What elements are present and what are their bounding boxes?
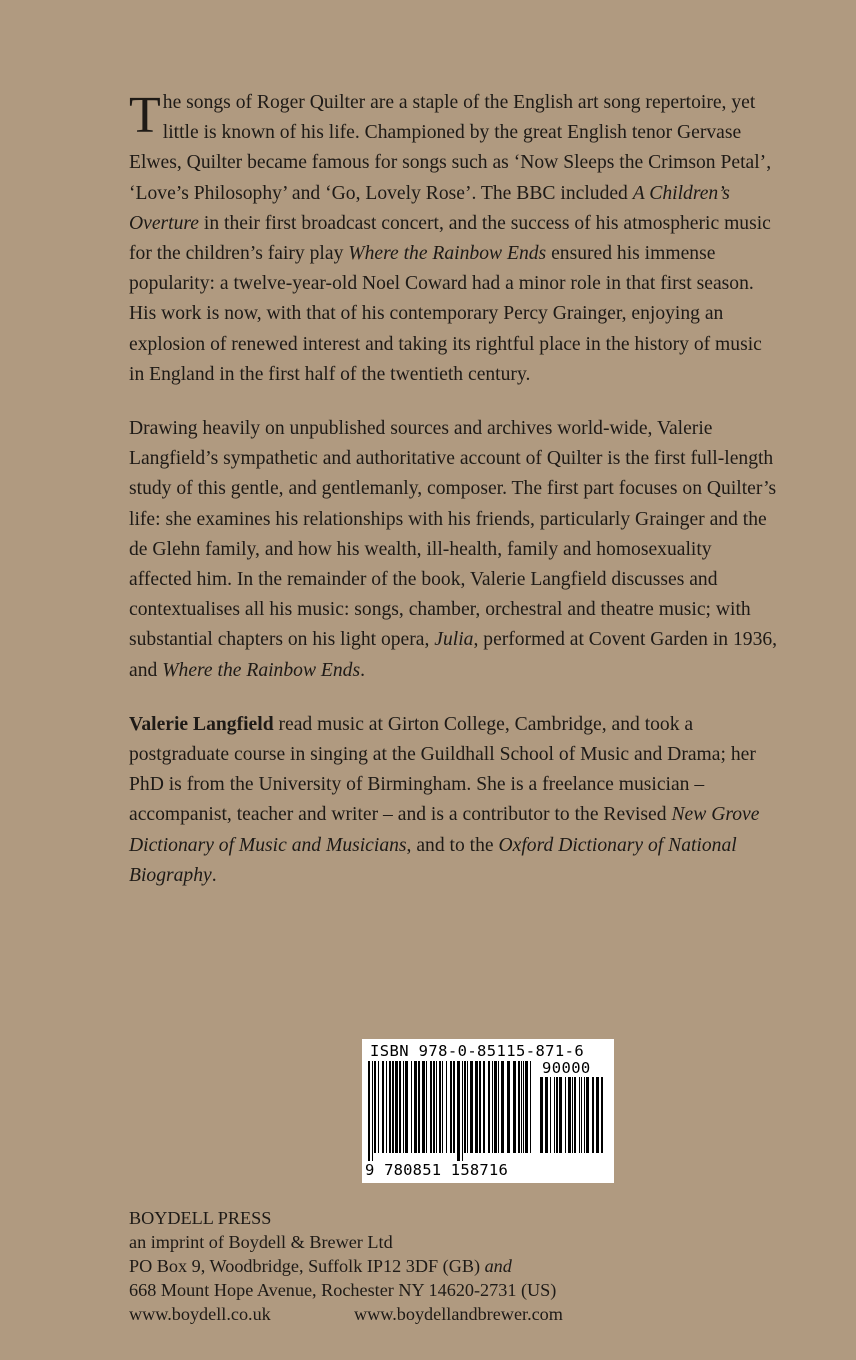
barcode-bar <box>581 1077 582 1153</box>
barcode-bar <box>584 1077 585 1153</box>
back-cover-blurb <box>129 88 779 915</box>
barcode-bar <box>475 1061 478 1153</box>
barcode-bar <box>382 1061 384 1153</box>
isbn-number: ISBN 978-0-85115-871-6 <box>370 1042 585 1060</box>
blurb-paragraph-author <box>129 710 779 891</box>
barcode-bar <box>556 1077 558 1153</box>
barcode-bar <box>479 1061 481 1153</box>
barcode-bar <box>446 1061 447 1153</box>
barcode-bar <box>389 1061 391 1153</box>
barcode-bar <box>374 1061 376 1153</box>
barcode-bar <box>439 1061 441 1153</box>
barcode-bar <box>442 1061 443 1153</box>
publisher-websites <box>129 1302 563 1326</box>
publisher-address-gb: PO Box 9, Woodbridge, Suffolk IP12 3DF (GB) and <box>129 1256 512 1276</box>
barcode-bar <box>554 1077 555 1153</box>
barcode-bar <box>483 1061 485 1153</box>
barcode-bar <box>521 1061 522 1153</box>
barcode-bar <box>453 1061 455 1153</box>
ean-number: 9 780851 158716 <box>365 1161 508 1179</box>
barcode-bar <box>450 1061 452 1153</box>
barcode-bar <box>568 1077 571 1153</box>
barcode-bar <box>467 1061 468 1153</box>
barcode-bar <box>462 1061 463 1161</box>
publisher-block <box>129 1206 563 1326</box>
barcode-bar <box>550 1077 551 1153</box>
barcode-bar <box>518 1061 520 1153</box>
blurb-text: in their first broadcast concert, and the success of his atmospheric music for the children’s fairy play <box>129 212 771 265</box>
barcode-bar <box>386 1061 387 1153</box>
website-main: www.boydellandbrewer.com <box>354 1304 563 1324</box>
barcode-bar <box>545 1077 548 1153</box>
barcode-bar <box>565 1077 566 1153</box>
barcode-bar <box>572 1077 573 1153</box>
barcode-bar <box>433 1061 435 1153</box>
barcode-bar <box>596 1077 599 1153</box>
blurb-text: Drawing heavily on unpublished sources and archives world-wide, Valerie Langfield’s sympathetic and authoritative account of Quilter is the first full-length study of this gentle, and gentlemanly, composer. The first part focuses on Quilter’s life: she examines his relationships with his friends, particularly Grainger and the de Glehn family, and how his wealth, ill-health, family and homosexuality affected him. In the remainder of the book, Valerie Langfield discusses and contextualises all his music: songs, chamber, orchestral and theatre music; with substantial chapters on his light opera, <box>129 418 777 651</box>
drop-cap: T <box>129 87 161 144</box>
blurb-text: . <box>360 659 366 681</box>
barcode-bar <box>457 1061 460 1161</box>
barcode-bar <box>592 1077 594 1153</box>
blurb-text: , and to the <box>406 834 499 856</box>
barcode-bar <box>501 1061 504 1153</box>
work-title: A Children’s Overture <box>129 182 730 234</box>
work-title: Oxford Dictionary of National Biography <box>129 834 737 886</box>
blurb-paragraph-book <box>129 414 779 686</box>
barcode-bar <box>586 1077 589 1153</box>
barcode-bar <box>601 1077 603 1153</box>
barcode-bar <box>470 1061 473 1153</box>
blurb-text: he songs of Roger Quilter are a staple of the English art song repertoire, yet little is known of his life. Championed by the great English tenor Gervase Elwes, Quilter became famous for songs such as ‘Now Sleeps the Crimson Petal’, ‘Love’s Philosophy’ and ‘Go, Lovely Rose’. The BBC included <box>129 92 772 204</box>
barcode-bar <box>411 1061 412 1153</box>
barcode-bar <box>399 1061 401 1153</box>
barcode-bar <box>430 1061 432 1153</box>
barcode-bar <box>559 1077 562 1153</box>
barcode-bar <box>523 1061 524 1153</box>
blurb-text: . <box>211 864 217 886</box>
work-title: Julia <box>434 629 474 651</box>
work-title: Where the Rainbow Ends <box>162 659 361 681</box>
barcode-bar <box>507 1061 510 1153</box>
publisher-name: BOYDELL PRESS <box>129 1208 272 1228</box>
barcode-bar <box>530 1061 531 1153</box>
publisher-imprint: an imprint of Boydell & Brewer Ltd <box>129 1232 393 1252</box>
blurb-text: , performed at Covent Garden in 1936, and <box>129 629 778 681</box>
barcode-bar <box>492 1061 493 1153</box>
work-title: Where the Rainbow Ends <box>348 243 547 265</box>
barcode-bar <box>579 1077 580 1153</box>
barcode-bar <box>368 1061 370 1161</box>
author-name: Valerie Langfield <box>129 713 274 735</box>
barcode-bar <box>525 1061 528 1153</box>
barcode-bar <box>378 1061 379 1153</box>
barcode-bar <box>405 1061 408 1153</box>
barcode-bar <box>403 1061 404 1153</box>
barcode-bar <box>426 1061 427 1153</box>
work-title: New Grove Dictionary of Music and Musicians <box>129 804 760 856</box>
publisher-address-us: 668 Mount Hope Avenue, Rochester NY 14620-2731 (US) <box>129 1280 557 1300</box>
barcode-bar <box>464 1061 466 1153</box>
addon-barcode-bars <box>540 1077 608 1161</box>
blurb-text: ensured his immense popularity: a twelve-year-old Noel Coward had a minor role in that first season. His work is now, with that of his contemporary Percy Grainger, enjoying an explosion of renewed interest and taking its rightful place in the history of music in England in the first half of the twentieth century. <box>129 243 762 385</box>
barcode-bar <box>392 1061 394 1153</box>
barcode-bar <box>436 1061 437 1153</box>
barcode-bar <box>414 1061 417 1153</box>
isbn-barcode <box>362 1039 614 1183</box>
barcode-bar <box>372 1061 373 1161</box>
barcode-bar <box>498 1061 499 1153</box>
barcode-bar <box>418 1061 420 1153</box>
barcode-bar <box>574 1077 576 1153</box>
blurb-paragraph-summary <box>129 88 779 390</box>
barcode-bars <box>368 1061 538 1161</box>
and-word: and <box>484 1256 512 1276</box>
website-uk: www.boydell.co.uk <box>129 1304 271 1324</box>
barcode-bar <box>494 1061 497 1153</box>
barcode-bar <box>540 1077 543 1153</box>
barcode-bar <box>488 1061 490 1153</box>
barcode-bar <box>395 1061 398 1153</box>
barcode-bar <box>513 1061 516 1153</box>
blurb-text: read music at Girton College, Cambridge, and took a postgraduate course in singing at the Guildhall School of Music and Drama; her PhD is from the University of Birmingham. She is a freelance musician – accompanist, teacher and writer – and is a contributor to the Revised <box>129 713 756 826</box>
price-addon-number: 90000 <box>542 1059 591 1077</box>
barcode-bar <box>422 1061 425 1153</box>
